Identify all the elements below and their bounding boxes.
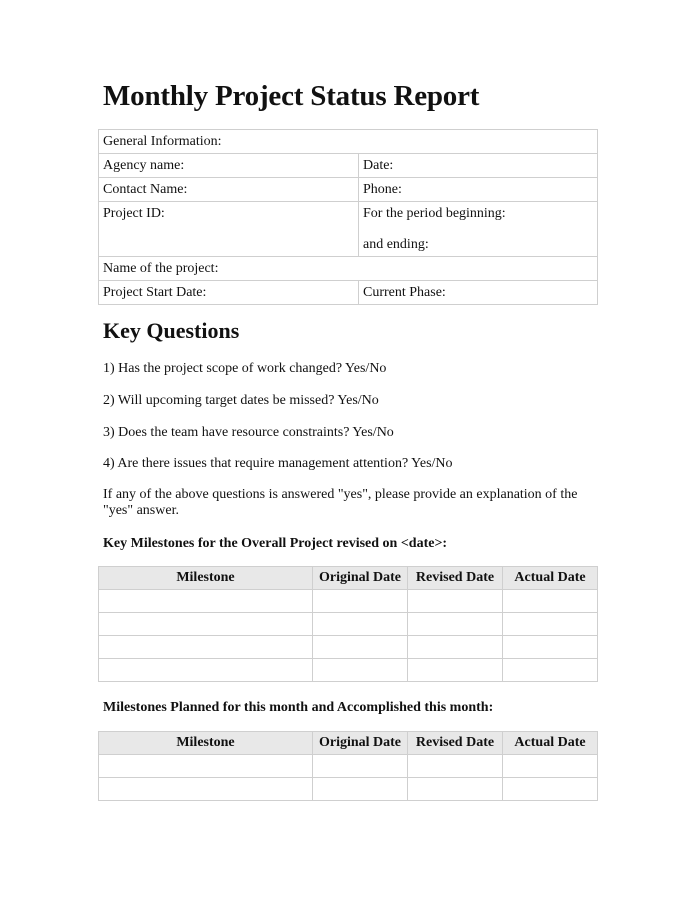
table-cell[interactable]	[313, 613, 408, 636]
table-cell[interactable]	[503, 778, 598, 801]
table-row	[99, 659, 598, 682]
table-cell[interactable]	[408, 659, 503, 682]
table-cell[interactable]	[313, 636, 408, 659]
project-id-field[interactable]: Project ID:	[99, 202, 359, 257]
column-header-original-date: Original Date	[313, 732, 408, 755]
general-information-table	[98, 129, 598, 305]
table-row	[99, 755, 598, 778]
table-cell[interactable]	[408, 636, 503, 659]
table-cell[interactable]	[408, 755, 503, 778]
period-field[interactable]	[359, 202, 598, 257]
table-row	[99, 154, 598, 178]
question-4: 4) Are there issues that require management attention? Yes/No	[103, 456, 453, 471]
milestones-revised-heading: Key Milestones for the Overall Project revised on <date>:	[103, 536, 448, 551]
column-header-actual-date: Actual Date	[503, 732, 598, 755]
question-2: 2) Will upcoming target dates be missed? Yes/No	[103, 393, 379, 408]
page-title: Monthly Project Status Report	[103, 80, 480, 112]
table-cell[interactable]	[99, 778, 313, 801]
table-row	[99, 130, 598, 154]
agency-name-field[interactable]: Agency name:	[99, 154, 359, 178]
table-row	[99, 257, 598, 281]
table-row	[99, 778, 598, 801]
table-cell[interactable]	[99, 636, 313, 659]
table-cell[interactable]	[99, 755, 313, 778]
table-cell[interactable]	[408, 590, 503, 613]
table-row	[99, 178, 598, 202]
column-header-milestone: Milestone	[99, 567, 313, 590]
table-cell[interactable]	[503, 590, 598, 613]
milestones-month-table	[98, 731, 598, 801]
key-questions-heading: Key Questions	[103, 318, 240, 343]
current-phase-field[interactable]: Current Phase:	[359, 281, 598, 305]
table-cell[interactable]	[408, 778, 503, 801]
project-start-date-field[interactable]: Project Start Date:	[99, 281, 359, 305]
table-cell[interactable]	[313, 778, 408, 801]
table-row	[99, 281, 598, 305]
table-cell[interactable]	[503, 755, 598, 778]
period-beginning-label: For the period beginning:	[363, 206, 506, 221]
table-row	[99, 202, 598, 257]
phone-field[interactable]: Phone:	[359, 178, 598, 202]
general-information-header: General Information:	[99, 130, 598, 154]
table-row	[99, 613, 598, 636]
table-header-row	[99, 732, 598, 755]
contact-name-field[interactable]: Contact Name:	[99, 178, 359, 202]
table-cell[interactable]	[408, 613, 503, 636]
question-3: 3) Does the team have resource constraints? Yes/No	[103, 425, 394, 440]
table-cell[interactable]	[99, 613, 313, 636]
table-row	[99, 636, 598, 659]
table-row	[99, 590, 598, 613]
column-header-revised-date: Revised Date	[408, 567, 503, 590]
column-header-revised-date: Revised Date	[408, 732, 503, 755]
table-header-row	[99, 567, 598, 590]
table-cell[interactable]	[313, 755, 408, 778]
milestones-revised-table	[98, 566, 598, 682]
table-cell[interactable]	[313, 659, 408, 682]
table-cell[interactable]	[99, 659, 313, 682]
table-cell[interactable]	[503, 659, 598, 682]
date-field[interactable]: Date:	[359, 154, 598, 178]
page-cut-edge	[90, 802, 610, 900]
table-cell[interactable]	[503, 636, 598, 659]
question-1: 1) Has the project scope of work changed? Yes/No	[103, 361, 387, 376]
period-ending-label: and ending:	[363, 237, 429, 252]
column-header-original-date: Original Date	[313, 567, 408, 590]
column-header-actual-date: Actual Date	[503, 567, 598, 590]
table-cell[interactable]	[99, 590, 313, 613]
milestones-month-heading: Milestones Planned for this month and Accomplished this month:	[103, 700, 494, 715]
project-name-field[interactable]: Name of the project:	[99, 257, 598, 281]
column-header-milestone: Milestone	[99, 732, 313, 755]
table-cell[interactable]	[503, 613, 598, 636]
table-cell[interactable]	[313, 590, 408, 613]
explanation-text: If any of the above questions is answered "yes", please provide an explanation of the "yes" answer.	[103, 487, 578, 518]
